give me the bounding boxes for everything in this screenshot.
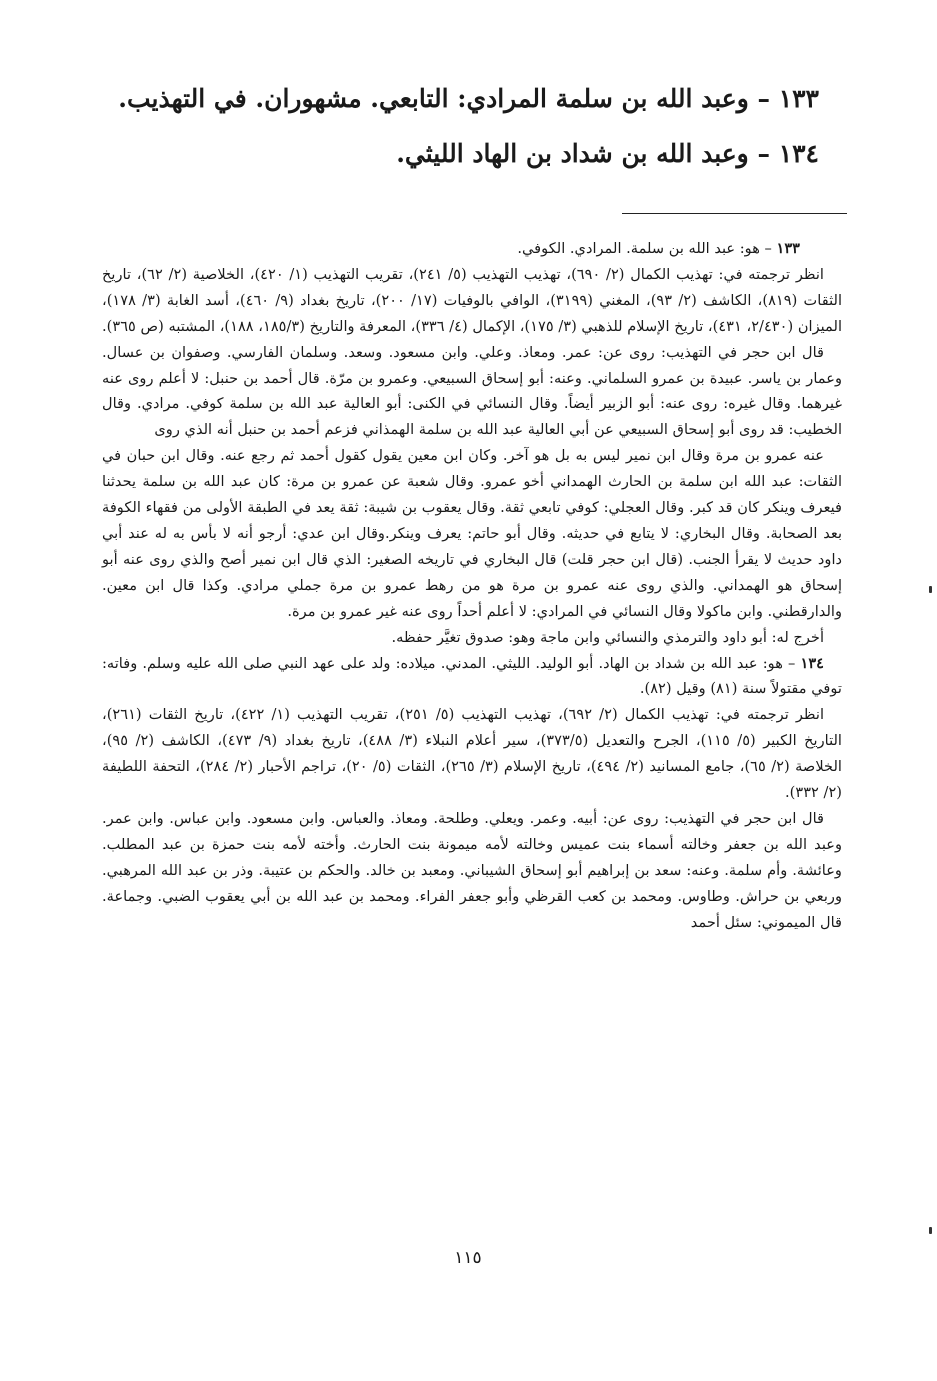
footnote-134-intro	[102, 651, 842, 703]
entry-number: ١٣٤	[778, 139, 819, 168]
footnote-number: ١٣٣	[776, 240, 800, 257]
entry-dash: –	[757, 139, 770, 168]
entry-dash: –	[757, 84, 770, 113]
footnote-133-continued: عنه عمرو بن مرة وقال ابن نمير ليس به بل هو آخر. وكان ابن معين يقول كقول أحمد ثم رجع عنه. وقال ابن حبان في الثقات: عبد الله ابن سلمة بن الحارث الهمداني أخو عمرو. وقال شعبة عن عمرو بن مرة: كان عبد الله بن سلمة يحدثنا فيعرف وينكر كان قد كبر. وقال العجلي: كوفي تابعي ثقة. وقال يعقوب بن شيبة: ثقة يعد في الطبقة الأولى من فقهاء الكوفة بعد الصحابة. وقال البخاري: لا يتابع في حديثه. وقال أبو حاتم: يعرف وينكر.وقال ابن عدي: أرجو أنه لا بأس به له عند أبي داود حديث لا يقرأ الجنب. (قال ابن حجر قلت) قال البخاري في تاريخه الصغير: الذي قال ابن نمير أصح والذي روى عنه أبو إسحاق هو الهمداني. والذي روى عنه عمرو بن مرة هو من رهط عمرو بن مرة جملي مرادي. وكذا قال ابن معين. والدارقطني. وابن ماكولا وقال النسائي في المرادي: لا أعلم أحداً روى عنه غير عمرو بن مرة.	[102, 447, 842, 620]
footnote-133-takhrij: أخرج له: أبو داود والترمذي والنسائي وابن ماجة وهو: صدوق تغيَّر حفظه.	[391, 628, 824, 646]
entry-text: وعبد الله بن شداد بن الهاد الليثي.	[396, 139, 749, 168]
footnote-text: – هو: عبد الله بن شداد بن الهاد. أبو الوليد. الليثي. المدني. ميلاده: ولد على عهد النبي صلى الله عليه وسلم. وفاته: توفي مقتولاً سنة (٨١) وقيل (٨٢).	[102, 654, 842, 698]
entry-text: وعبد الله بن سلمة المرادي: التابعي. مشهوران. في التهذيب.	[118, 84, 749, 113]
page-number: ١١٥	[454, 1248, 482, 1268]
footnote-number: ١٣٤	[800, 654, 824, 672]
footnotes	[102, 236, 842, 935]
margin-mark	[929, 586, 932, 593]
margin-mark	[929, 1227, 932, 1234]
footnote-133-intro	[102, 236, 842, 262]
footnote-text: – هو: عبد الله بن سلمة. المرادي. الكوفي.	[517, 240, 777, 257]
entry-heading-134	[396, 139, 819, 168]
footnote-133-tahdhib: قال ابن حجر في التهذيب: روى عن: عمر. ومعاذ. وعلي. وابن مسعود. وسعد. وسلمان الفارسي. وصفوان بن عسال. وعمار بن ياسر. عبيدة بن عمرو السلماني. وعنه: أبو إسحاق السبيعي. وعمرو بن مرّة. قال أحمد بن حنبل: لا أعلم روى عنه غيرهما. وقال غيره: روى عنه: أبو الزبير أيضاً. وقال النسائي في الكنى: أبو العالية عبد الله بن سلمة كوفي. مرادي. وقال الخطيب: قد روى أبو إسحاق السبيعي عن أبي العالية عبد الله بن سلمة الهمذاني فزعم أحمد بن حنبل أنه الذي روى	[102, 343, 842, 439]
entry-heading-133	[118, 84, 819, 113]
entry-number: ١٣٣	[778, 84, 819, 113]
footnote-134-sources: انظر ترجمته في: تهذيب الكمال (٢/ ٦٩٢)، تهذيب التهذيب (٥/ ٢٥١)، تقريب التهذيب (١/ ٤٢٢)، تاريخ الثقات (٢٦١)، التاريخ الكبير (٥/ ١١٥)، الجرح والتعديل (٣٧٣/٥)، سير أعلام النبلاء (٣/ ٤٨٨)، تاريخ بغداد (٩/ ٤٧٣)، الكاشف (٢/ ٩٥)، الخلاصة (٢/ ٦٥)، جامع المسانيد (٢/ ٤٩٤)، تاريخ الإسلام (٣/ ٢٦٥)، الثقات (٥/ ٢٠)، تراجم الأحبار (٢/ ٢٨٤)، التحفة اللطيفة (٢/ ٣٣٢).	[102, 706, 842, 802]
footnote-separator	[622, 213, 847, 214]
footnote-133-sources: انظر ترجمته في: تهذيب الكمال (٢/ ٦٩٠)، تهذيب التهذيب (٥/ ٢٤١)، تقريب التهذيب (١/ ٤٢٠)، الخلاصية (٢/ ٦٢)، تاريخ الثقات (٨١٩)، الكاشف (٢/ ٩٣)، المغني (٣١٩٩)، الوافي بالوفيات (١٧/ ٢٠٠)، تاريخ بغداد (٩/ ٤٦٠)، أسد الغابة (٣/ ١٧٨)، الميزان (٢/٤٣٠، ٤٣١)، تاريخ الإسلام للذهبي (٣/ ١٧٥)، الإكمال (٤/ ٣٣٦)، المعرفة والتاريخ (١٨٥/٣، ١٨٨)، المشتبه (ص ٣٦٥).	[102, 265, 842, 335]
footnote-134-tahdhib: قال ابن حجر في التهذيب: روى عن: أبيه. وعمر. ويعلي. وطلحة. ومعاذ. والعباس. وابن مسعود. وابن عباس. وابن عمر. وعبد الله بن جعفر وخالته أسماء بنت عميس وخالته لأمه ميمونة بنت الحارث. وأخته لأمه بنت حمزة بن عبد المطلب. وعائشة. وأم سلمة. وعنه: سعد بن إبراهيم أبو إسحاق الشيباني. ومعبد بن خالد. والحكم بن عتيبة. وذر بن عبد الله المرهبي. وربعي بن حراش. وطاوس. ومحمد بن كعب القرظي وأبو جعفر الفراء. ومحمد بن عبد الله بن أبي يعقوب الضبي. وجماعة. قال الميموني: سئل أحمد	[102, 809, 842, 931]
